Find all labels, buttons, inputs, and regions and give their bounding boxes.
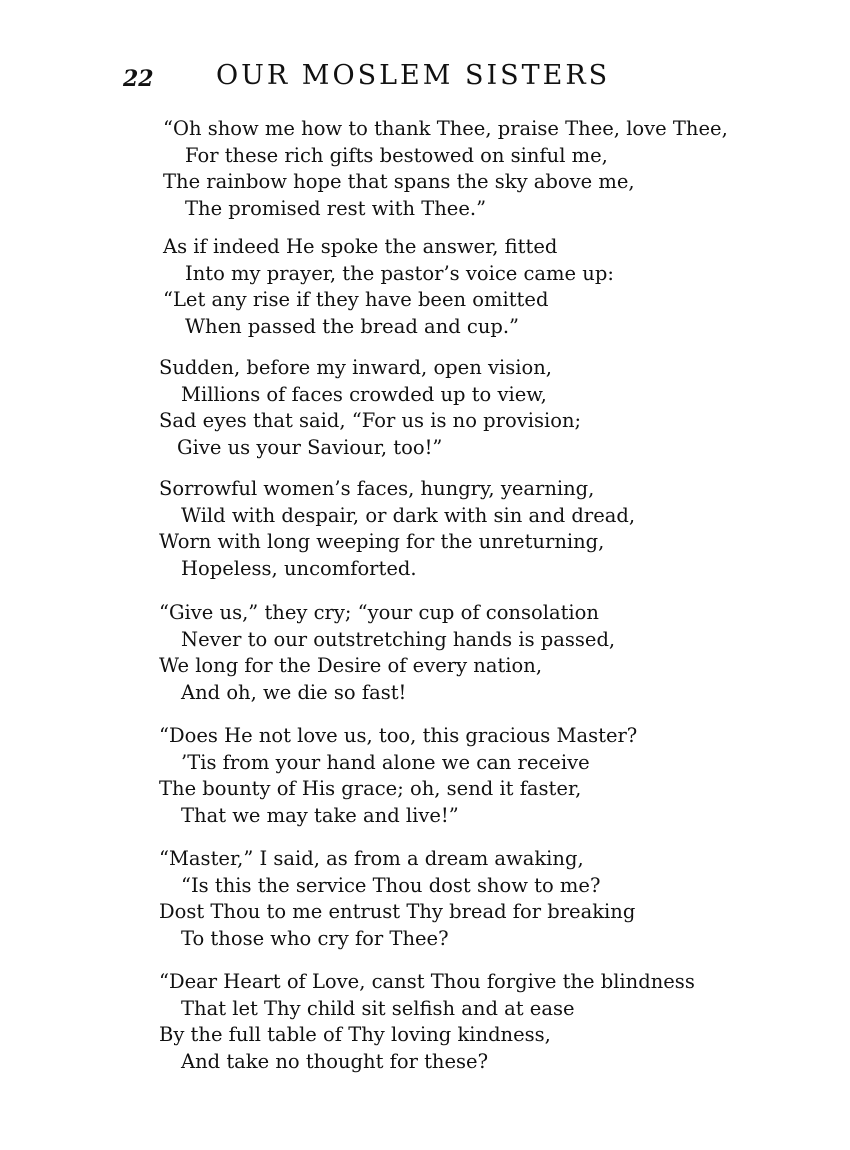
- poem-line: Wild with despair, or dark with sin and dread,: [181, 503, 636, 527]
- poem-line: Give us your Saviour, too!”: [177, 435, 443, 459]
- poem-line: “Give us,” they cry; “your cup of consolation: [159, 601, 599, 624]
- poem-line: For these rich gifts bestowed on sinful me,: [185, 143, 608, 167]
- stanza: [163, 234, 763, 340]
- poem-line: Dost Thou to me entrust Thy bread for breaking: [159, 900, 636, 923]
- poem-line: The promised rest with Thee.”: [185, 196, 487, 220]
- poem-line: And oh, we die so fast!: [181, 680, 407, 704]
- poem-line: To those who cry for Thee?: [181, 926, 449, 950]
- poem-line: When passed the bread and cup.”: [185, 314, 520, 338]
- stanza: [159, 600, 759, 706]
- poem-line: Sorrowful women’s faces, hungry, yearning,: [159, 477, 595, 500]
- poem-line: Hopeless, uncomforted.: [181, 556, 417, 580]
- poem-line: Sudden, before my inward, open vision,: [159, 356, 552, 379]
- poem-line: Worn with long weeping for the unreturning,: [159, 530, 605, 553]
- poem-line: “Is this the service Thou dost show to me?: [181, 873, 601, 897]
- poem-line: The bounty of His grace; oh, send it faster,: [159, 777, 582, 800]
- poem-line: Sad eyes that said, “For us is no provision;: [159, 409, 582, 432]
- stanza: [159, 355, 759, 461]
- poem-line: “Let any rise if they have been omitted: [163, 288, 549, 311]
- stanza: [159, 723, 759, 829]
- stanza: [159, 969, 759, 1075]
- poem-line: That let Thy child sit selfish and at ease: [181, 996, 575, 1020]
- poem-line: “Master,” I said, as from a dream awaking,: [159, 847, 584, 870]
- stanza: [159, 846, 759, 952]
- poem-line: “Oh show me how to thank Thee, praise Thee, love Thee,: [163, 117, 728, 140]
- running-title: OUR MOSLEM SISTERS: [216, 60, 611, 91]
- poem-line: We long for the Desire of every nation,: [159, 654, 543, 677]
- stanza: [163, 116, 763, 222]
- poem-line: That we may take and live!”: [181, 803, 459, 827]
- stanza: [159, 476, 759, 582]
- poem-line: Never to our outstretching hands is passed,: [181, 627, 616, 651]
- poem-line: “Dear Heart of Love, canst Thou forgive the blindness: [159, 970, 695, 993]
- poem-line: And take no thought for these?: [181, 1049, 489, 1073]
- poem-line: Into my prayer, the pastor’s voice came up:: [185, 261, 614, 285]
- poem-line: “Does He not love us, too, this gracious Master?: [159, 724, 638, 747]
- poem-line: Millions of faces crowded up to view,: [181, 382, 547, 406]
- poem-line: By the full table of Thy loving kindness,: [159, 1023, 551, 1046]
- poem-line: ’Tis from your hand alone we can receive: [181, 750, 590, 774]
- poem-line: As if indeed He spoke the answer, fitted: [163, 235, 558, 258]
- poem-line: The rainbow hope that spans the sky above me,: [163, 170, 635, 193]
- page-number: 22: [123, 66, 154, 92]
